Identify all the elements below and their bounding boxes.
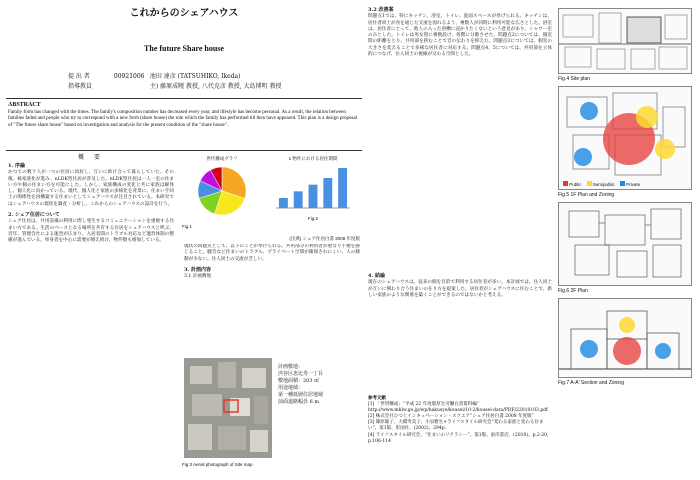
bar xyxy=(279,198,288,208)
divider xyxy=(6,98,362,99)
reference-item: [3] 篠原聡子、大橋寿美子、小泉雅生+ライフスタイル研究会“変わる家族と変わる住まい”、第1版、彰国社、(2002)、294p. xyxy=(368,420,544,432)
author-row xyxy=(68,72,281,82)
floor-plan-1f-drawing xyxy=(559,87,691,189)
section-figure xyxy=(558,298,692,378)
site-info-line: 用途地域： xyxy=(278,385,304,391)
figure-2-caption: Fig.2 xyxy=(307,216,318,221)
figure-3 xyxy=(184,358,272,462)
bar xyxy=(294,191,303,208)
pie-chart xyxy=(182,162,262,220)
right-page xyxy=(368,4,696,476)
figure-2-source: (出典) シェア住居白書 2008 年度版 xyxy=(289,236,360,241)
floor-plan-2f-figure xyxy=(558,202,692,286)
legend-public: Public xyxy=(563,181,582,187)
floor-plan-1f-figure xyxy=(558,86,692,190)
author-block xyxy=(68,72,281,92)
figure-1-caption: Fig.1 xyxy=(182,224,193,229)
section-body: 現状の問題点として、以下のことが挙げられる。共用部分の利用者が重なり不便を感じること。騒音など住まいのトラブル。プライベート空間が確保されにくい。人の移動が少ない。住人同士の交流が乏しい。 xyxy=(184,244,360,262)
references xyxy=(368,396,552,445)
site-info-line: 敷地面積：203 ㎡ xyxy=(278,378,320,384)
figure-6-caption: Fig.6 2F Plan xyxy=(558,288,588,294)
reference-item: [1] 「世帯構成」“平成 22 年度版厚生労働白書資料編” http://www.mhlw.go.jp/wp/hakusyo/kousei/10-2/kousei-data/PDF/22010103.pdf xyxy=(368,402,548,414)
private-zone xyxy=(655,343,671,359)
text-column-middle xyxy=(184,244,360,354)
abstract-heading: ABSTRACT xyxy=(8,102,41,108)
figure-2-title: 1 物件における居住期間 xyxy=(288,156,338,161)
section-body: かつての数十人が一つの住居に同居し、互いに助け合って暮らしていた。その後、核家族化が進み、nLDK型住居が普及した。nLDK型住居は一人一室の住まい方や個の住まい方を可能にした。しかし、家族構成の変化と共に家族は解体し、個人化に向かっている。現代、個人化と家族の多様化を背景に、住まい手同士の関係性を再構築する住まいとしてシェアハウスが注目されている。本研究ではシェアハウスの現状を調査・分析し、これからのシェアハウスの設計を行う。 xyxy=(8,170,174,207)
reference-item: [4] ライフスタイル研究会、“住まいのリテラシー”、第1版、東洋書店、(2010)、p.2-20, p.106-114 xyxy=(368,432,549,444)
private-zone xyxy=(574,148,592,166)
bar xyxy=(338,168,347,208)
semipublic-zone xyxy=(655,139,675,159)
floor-plan-2f-drawing xyxy=(559,203,691,285)
site-info-line: 計画敷地： xyxy=(278,364,304,370)
section-heading: 2. シェア住居について xyxy=(8,212,60,219)
bar xyxy=(323,178,332,208)
site-info-line: 渋谷区恵比寿一丁目 xyxy=(278,371,324,377)
advisor-role: 指導教員 xyxy=(68,83,93,90)
paper-title-jp: これからのシェアハウス xyxy=(129,8,239,19)
section-drawing xyxy=(559,299,691,377)
figure-4-caption: Fig.4 Site plan xyxy=(558,76,590,82)
abstract-text: Family form has changed with the times. The family's composition number has decreased every year, and lifestyle has become personal. As a result, the relation between families faded and people who try to correspond with a new form (share house) the role which the family has performed till then have appeared. This plan is a design proposal of "The future share house" based on investigation and analysis for the present condition of the "share house". xyxy=(8,110,358,128)
author-id: 00921006 xyxy=(113,73,145,80)
section-body: 3.1 計画敷地 xyxy=(184,274,212,280)
paper-title-en: The future Share house xyxy=(144,44,224,53)
left-page xyxy=(6,4,362,476)
site-plan-drawing xyxy=(559,9,691,73)
semipublic-zone xyxy=(619,317,635,333)
text-column-right-bottom xyxy=(368,272,552,392)
figure-1-title: 世代構成グラフ xyxy=(206,156,238,161)
figure-5-caption: Fig.5 1F Plan and Zoning xyxy=(558,192,615,198)
author-role: 提 出 者 xyxy=(68,73,90,80)
site-plan-figure xyxy=(558,8,692,74)
text-column-left xyxy=(8,162,174,474)
site-info-line: 第一種低層住居地域 xyxy=(278,392,324,398)
summary-heading: 概 要 xyxy=(78,154,104,161)
legend-private: Private xyxy=(620,181,640,187)
text-column-right-top xyxy=(368,6,552,268)
site-info-line: 前面道路幅員 6 m xyxy=(278,399,320,405)
section-heading: 3.2 改善案 xyxy=(368,7,394,13)
section-body: 現在のシェアハウスは、従来の個を目的で利用する居住者が多い。本計画では、住人同士が互いに関わり合う住まいの在り方を提案した。居住者がシェアハウスに住むことで、新しい家族のような関係を築くことができるのではないかと考える。 xyxy=(368,280,552,298)
reference-item: [2] 株式会社ひつじインキュベーション・スクエア“シェア住居白書 2008 年度版” xyxy=(368,414,534,420)
author-name: 池田 達彦 (TATSUHIKO, Ikeda) xyxy=(149,73,241,80)
bar xyxy=(309,185,318,208)
figure-2 xyxy=(268,156,358,234)
semipublic-zone xyxy=(636,106,658,128)
zoning-legend xyxy=(563,181,640,187)
divider xyxy=(6,150,362,151)
private-zone xyxy=(580,102,598,120)
figure-1 xyxy=(182,156,262,234)
aerial-photo xyxy=(184,358,272,458)
private-zone xyxy=(580,340,598,358)
references-heading: 参考文献 xyxy=(368,396,386,401)
section-heading: 3. 計画内容 xyxy=(184,266,211,273)
figure-7-caption: Fig.7 A-A' Section and Zoning xyxy=(558,380,624,386)
advisor-name: 主) 藤原成曉 教授, 八代克彦 教授, 大島博明 教授 xyxy=(149,83,282,90)
public-zone xyxy=(613,337,641,365)
site-info xyxy=(278,364,362,406)
advisor-row xyxy=(68,82,281,92)
section-body: 問題点1では、特にキッチン、浴室、トイレ、洗面スペースが挙げられる。キッチンは、居住者同士が食を通じた交流を図れるよう、複数人が同時に利用可能な広さとした。浴室は、居住者にとって、他人の入った浴槽に浸かりたくないという意見があり、シャワー室のみとした。トイレは男女別に複数設け、各階に分散させた。問題点2については、個室間の距離をとり、共用部を挟むことで音の伝わりを抑えた。問題点3については、個室の大きさを変えることで多様な居住者に対応する。問題点4、5については、共用部を立体的につなげ、住人同士の視線が交わる空間とした。 xyxy=(368,14,552,58)
legend-semipublic: Semipublic xyxy=(587,181,615,187)
section-heading: 4. 結論 xyxy=(368,273,385,279)
bar-chart xyxy=(268,162,358,212)
figure-3-caption: Fig 3 Aerial photograph of Site map xyxy=(182,462,253,467)
section-body: シェア住居は、共用設備の利用に際し発生するコミュニケーションを重視する住まい方である。生活のベースとなる場所を共有する住居をシェアハウスと呼ぶ。近年、管理会社による運営が広まり、入居者間のトラブル対応など運営体制の整備が進んでいる。単身者を中心に需要が増え続け、物件数も増加している。 xyxy=(8,219,174,244)
section-heading: 1. 序論 xyxy=(8,163,25,169)
